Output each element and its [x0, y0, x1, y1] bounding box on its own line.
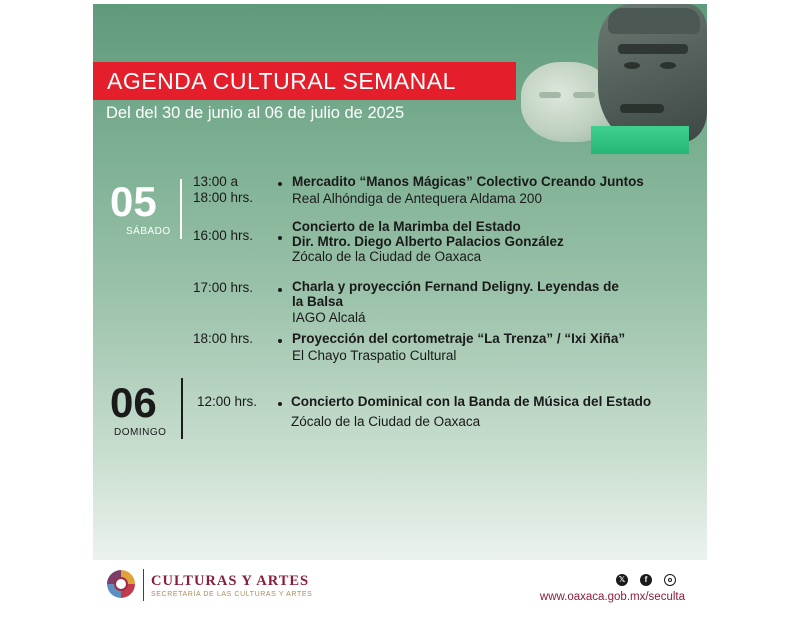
event-title: Charla y proyección Fernand Deligny. Leyendas de la Balsa — [292, 279, 619, 309]
event-title: Mercadito “Manos Mágicas” Colectivo Creando Juntos — [292, 174, 644, 189]
culturas-logo-icon — [107, 570, 135, 598]
event-place: Zócalo de la Ciudad de Oaxaca — [292, 249, 482, 264]
event-place: IAGO Alcalá — [292, 310, 366, 325]
event-title: Proyección del cortometraje “La Trenza” / “Ixi Xiña” — [292, 331, 626, 346]
org-subtitle: SECRETARÍA DE LAS CULTURAS Y ARTES — [151, 591, 313, 598]
olmec-head-sculpture — [598, 4, 707, 142]
day-number: 06 — [110, 379, 157, 426]
green-pedestal — [591, 126, 689, 154]
footer — [93, 560, 707, 617]
instagram-icon[interactable] — [664, 574, 676, 586]
event-title: Concierto de la Marimba del Estado Dir. Mtro. Diego Alberto Palacios González — [292, 219, 564, 249]
day-number: 05 — [110, 178, 157, 225]
event-time: 16:00 hrs. — [193, 228, 254, 243]
title-banner — [93, 62, 516, 100]
bullet-icon — [278, 182, 282, 186]
date-range: Del del 30 de junio al 06 de julio de 2025 — [106, 104, 405, 122]
bullet-icon — [278, 402, 282, 406]
website-link[interactable]: www.oaxaca.gob.mx/seculta — [539, 591, 685, 603]
day-divider — [180, 179, 182, 239]
day-name: SÁBADO — [126, 226, 171, 237]
org-name: CULTURAS Y ARTES — [151, 573, 310, 589]
event-place: Real Alhóndiga de Antequera Aldama 200 — [292, 191, 542, 206]
event-place: El Chayo Traspatio Cultural — [292, 348, 457, 363]
page-title: AGENDA CULTURAL SEMANAL — [107, 67, 456, 94]
event-time: 12:00 hrs. — [197, 394, 258, 409]
event-time: 17:00 hrs. — [193, 280, 254, 295]
x-icon[interactable]: 𝕏 — [616, 574, 628, 586]
logo-divider — [143, 569, 144, 601]
facebook-icon[interactable]: f — [640, 574, 652, 586]
bullet-icon — [278, 339, 282, 343]
day-name: DOMINGO — [114, 427, 167, 438]
event-time: 18:00 hrs. — [193, 331, 254, 346]
event-place: Zócalo de la Ciudad de Oaxaca — [291, 414, 481, 429]
event-title: Concierto Dominical con la Banda de Música del Estado — [291, 394, 652, 409]
agenda-poster — [93, 4, 707, 617]
bullet-icon — [278, 288, 282, 292]
bullet-icon — [278, 236, 282, 240]
day-divider — [181, 378, 183, 439]
event-time: 13:00 a 18:00 hrs. — [193, 174, 254, 205]
